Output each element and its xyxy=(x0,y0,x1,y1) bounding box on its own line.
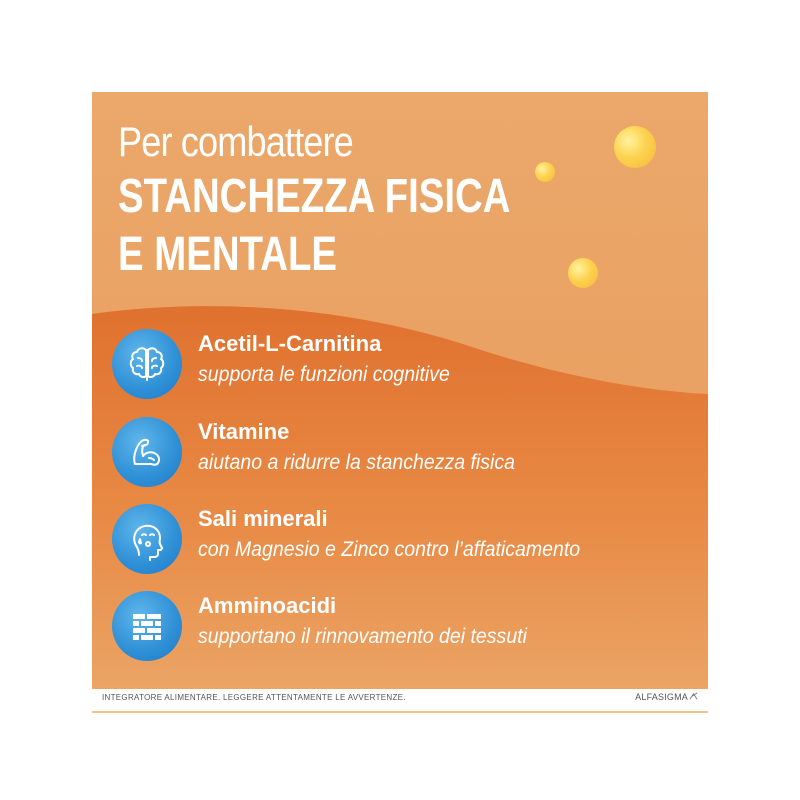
promo-panel xyxy=(92,92,708,689)
feature-item-acetil-l-carnitina xyxy=(112,329,702,403)
feature-description: aiutano a ridurre la stanchezza fisica xyxy=(198,451,515,474)
feature-title: Acetil-L-Carnitina xyxy=(198,331,382,356)
tired-face-icon xyxy=(112,504,182,574)
headline-main-line2: E MENTALE xyxy=(118,228,338,281)
brand-mark-icon xyxy=(689,692,698,701)
feature-item-vitamine xyxy=(112,417,702,491)
feature-title: Amminoacidi xyxy=(198,593,337,618)
decorative-bubble xyxy=(614,126,656,168)
brand-logo xyxy=(635,692,698,702)
headline-intro: Per combattere xyxy=(118,118,353,165)
footer xyxy=(92,689,708,713)
feature-description: supportano il rinnovamento dei tessuti xyxy=(198,625,527,648)
flexed-arm-icon xyxy=(112,417,182,487)
brain-icon xyxy=(112,329,182,399)
brick-wall-icon xyxy=(112,591,182,661)
headline-main-line1: STANCHEZZA FISICA xyxy=(118,170,511,223)
headline xyxy=(118,116,609,284)
feature-item-sali-minerali xyxy=(112,504,702,578)
feature-item-amminoacidi xyxy=(112,591,702,665)
brand-name: ALFASIGMA xyxy=(635,692,688,702)
feature-description: con Magnesio e Zinco contro l’affaticamento xyxy=(198,538,581,561)
feature-title: Vitamine xyxy=(198,419,290,444)
disclaimer-text: INTEGRATORE ALIMENTARE. LEGGERE ATTENTAMENTE LE AVVERTENZE. xyxy=(102,693,406,702)
feature-description: supporta le funzioni cognitive xyxy=(198,363,450,386)
feature-title: Sali minerali xyxy=(198,506,328,531)
